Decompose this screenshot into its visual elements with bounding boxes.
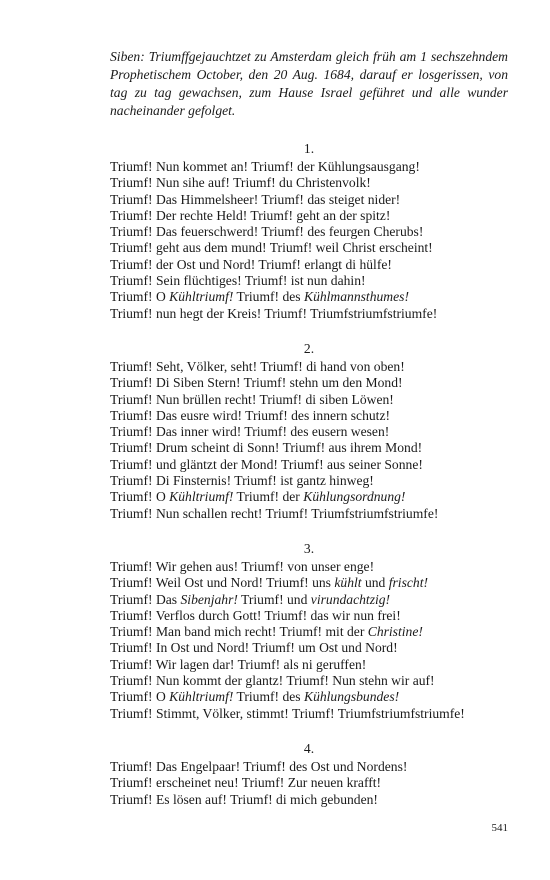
intro-paragraph: Siben: Triumffgejauchtzet zu Amsterdam gleich früh am 1 sechszehndem Prophetischem October, den 20 Aug. 1684, darauf er losgerissen, von tag zu tag gewachsen, zum Hause Israel geführet und alle wunder nacheinander gefolget. <box>110 49 508 118</box>
stanza <box>110 540 508 722</box>
verse-line: Triumf! Das feuerschwerd! Triumf! des feurgen Cherubs! <box>110 224 424 240</box>
verse-line: Triumf! Das Sibenjahr! Triumf! und virundachtzig! <box>110 591 391 607</box>
verse-line: Triumf! Seht, Völker, seht! Triumf! di hand von oben! <box>110 358 405 374</box>
verse-line: Triumf! Das Himmelsheer! Triumf! das steiget nider! <box>110 191 401 207</box>
stanza <box>110 340 508 522</box>
verse-line: Triumf! Das inner wird! Triumf! des eusern wesen! <box>110 424 390 440</box>
verse-line: Triumf! O Kühltriumf! Triumf! der Kühlungsordnung! <box>110 489 406 505</box>
verse-line: Triumf! Wir gehen aus! Triumf! von unser enge! <box>110 558 375 574</box>
stanza <box>110 740 508 808</box>
verse-line: Triumf! der Ost und Nord! Triumf! erlangt di hülfe! <box>110 256 392 272</box>
verse-line: Triumf! Nun kommt der glantz! Triumf! Nun stehn wir auf! <box>110 673 435 689</box>
verse-line: Triumf! geht aus dem mund! Triumf! weil Christ erscheint! <box>110 240 433 256</box>
verse-line: Triumf! O Kühltriumf! Triumf! des Kühlmannsthumes! <box>110 289 409 305</box>
poem <box>110 140 508 808</box>
verse-line: Triumf! O Kühltriumf! Triumf! des Kühlungsbundes! <box>110 689 400 705</box>
verse-line: Triumf! Stimmt, Völker, stimmt! Triumf! Triumfstriumfstriumfe! <box>110 705 465 721</box>
stanza-number: 4. <box>303 740 315 756</box>
verse-line: Triumf! Sein flüchtiges! Triumf! ist nun dahin! <box>110 273 366 289</box>
verse-line: Triumf! Man band mich recht! Triumf! mit der Christine! <box>110 624 423 640</box>
page-number: 541 <box>491 822 508 834</box>
verse-line: Triumf! Di Siben Stern! Triumf! stehn um den Mond! <box>110 375 403 391</box>
verse-line: Triumf! erscheinet neu! Triumf! Zur neuen krafft! <box>110 775 382 791</box>
verse-line: Triumf! Weil Ost und Nord! Triumf! uns kühlt und frischt! <box>110 575 429 591</box>
verse-line: Triumf! In Ost und Nord! Triumf! um Ost und Nord! <box>110 640 398 656</box>
stanza-number: 1. <box>303 141 315 156</box>
verse-line: Triumf! Nun schallen recht! Triumf! Triumfstriumfstriumfe! <box>110 505 439 521</box>
verse-line: Triumf! Nun brüllen recht! Triumf! di siben Löwen! <box>110 391 394 407</box>
stanza-number: 3. <box>303 540 315 556</box>
verse-line: Triumf! Es lösen auf! Triumf! di mich gebunden! <box>110 791 378 807</box>
verse-line: Triumf! Di Finsternis! Triumf! ist gantz hinweg! <box>110 473 374 489</box>
page-body <box>110 48 508 826</box>
stanza-number: 2. <box>303 340 315 356</box>
verse-line: Triumf! Nun sihe auf! Triumf! du Christenvolk! <box>110 175 371 191</box>
verse-line: Triumf! Der rechte Held! Triumf! geht an der spitz! <box>110 207 391 223</box>
verse-line: Triumf! Nun kommet an! Triumf! der Kühlungsausgang! <box>110 159 420 174</box>
verse-line: Triumf! Das Engelpaar! Triumf! des Ost und Nordens! <box>110 758 408 774</box>
verse-line: Triumf! Verflos durch Gott! Triumf! das wir nun frei! <box>110 607 401 623</box>
verse-line: Triumf! Drum scheint di Sonn! Triumf! aus ihrem Mond! <box>110 440 423 456</box>
verse-line: Triumf! und gläntzt der Mond! Triumf! aus seiner Sonne! <box>110 456 423 472</box>
stanza <box>110 140 508 322</box>
verse-line: Triumf! nun hegt der Kreis! Triumf! Triumfstriumfstriumfe! <box>110 305 438 321</box>
verse-line: Triumf! Wir lagen dar! Triumf! als ni geruffen! <box>110 656 367 672</box>
verse-line: Triumf! Das eusre wird! Triumf! des innern schutz! <box>110 407 391 423</box>
